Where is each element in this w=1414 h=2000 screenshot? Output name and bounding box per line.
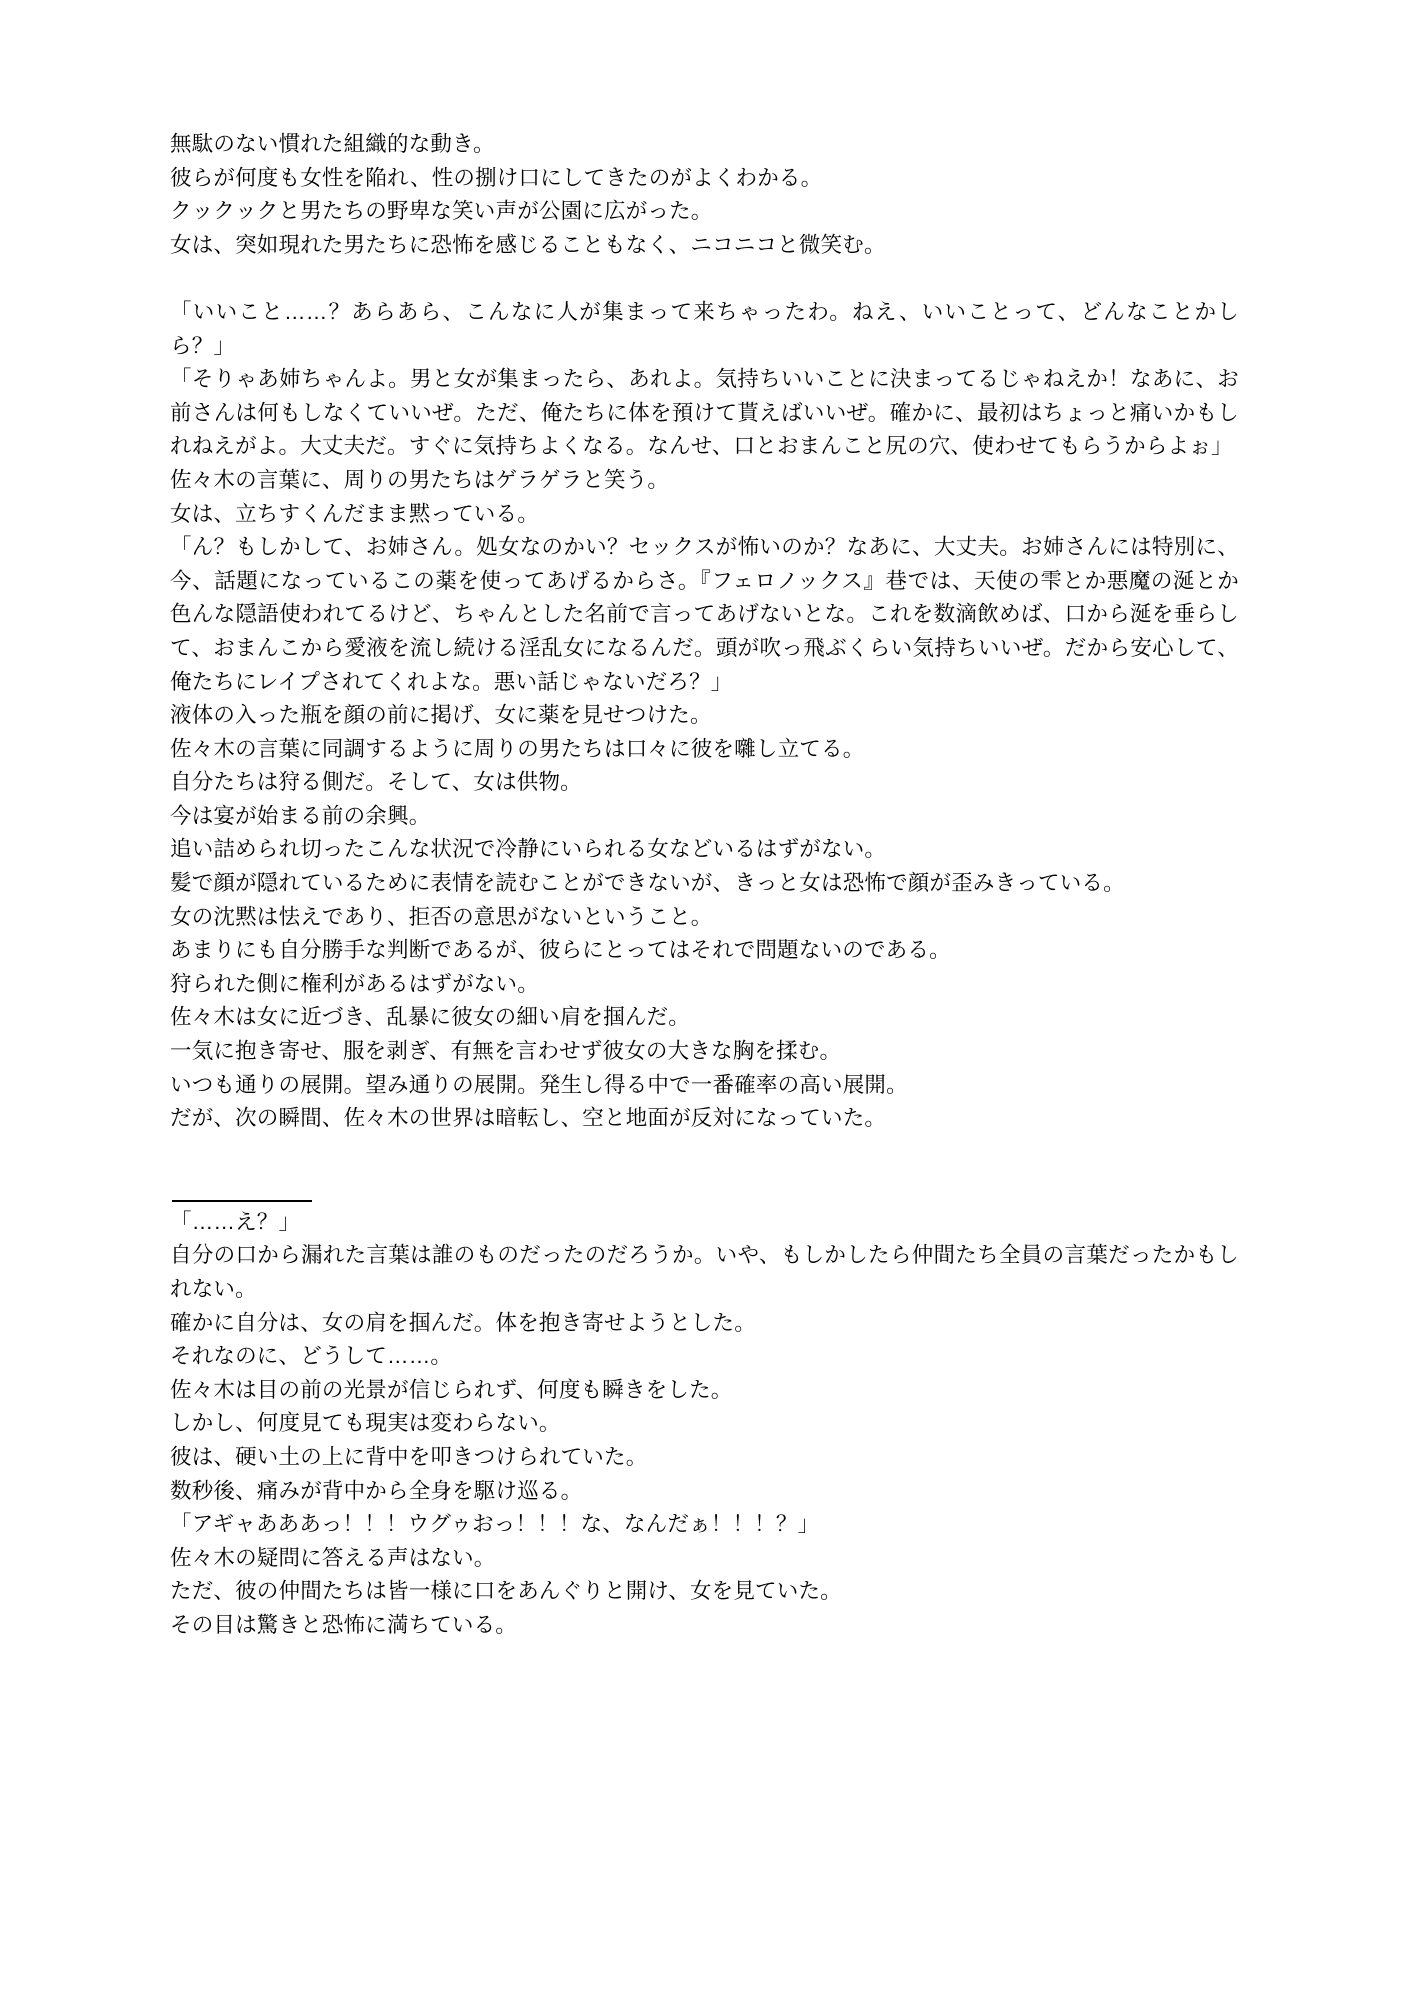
paragraph: 確かに自分は、女の肩を掴んだ。体を抱き寄せようとした。 [170,1310,756,1335]
paragraph: ただ、彼の仲間たちは皆一様に口をあんぐりと開け、女を見ていた。 [170,1579,842,1604]
horizontal-rule-icon [172,1200,312,1202]
paragraph: しかし、何度見ても現実は変わらない。 [170,1411,561,1436]
paragraph: 佐々木は女に近づき、乱暴に彼女の細い肩を掴んだ。 [170,1005,690,1030]
paragraph: 佐々木の言葉に、周りの男たちはゲラゲラと笑う。 [170,467,670,492]
paragraph: 狩られた側に権利があるはずがない。 [170,971,539,996]
paragraph: 女は、立ちすくんだまま黙っている。 [170,501,539,526]
paragraph: 髪で顔が隠れているために表情を読むことができないが、きっと女は恐怖で顔が歪みきっている。 [170,871,1125,896]
paragraph: 液体の入った瓶を顔の前に掲げ、女に薬を見せつけた。 [170,703,712,728]
paragraph: 彼らが何度も女性を陥れ、性の捌け口にしてきたのがよくわかる。 [170,165,823,190]
text-block-two [170,296,1239,1136]
paragraph: クックックと男たちの野卑な笑い声が公園に広がった。 [170,199,713,224]
scene-divider [170,1186,1239,1202]
text-block-one [170,128,1239,262]
paragraph: 自分たちは狩る側だ。そして、女は供物。 [170,770,582,795]
paragraph: 彼は、硬い土の上に背中を叩きつけられていた。 [170,1444,648,1469]
paragraph: その目は驚きと恐怖に満ちている。 [170,1612,517,1637]
paragraph: 自分の口から漏れた言葉は誰のものだったのだろうか。いや、もしかしたら仲間たち全員の言葉だったかもしれない。 [170,1243,1239,1301]
paragraph: 「いいこと……？あらあら、こんなに人が集まって来ちゃったわ。ねえ、いいことって、どんなことかしら？」 [170,299,1239,358]
paragraph: だが、次の瞬間、佐々木の世界は暗転し、空と地面が反対になっていた。 [170,1106,887,1131]
paragraph: 今は宴が始まる前の余興。 [170,803,431,828]
paragraph: 「ん？もしかして、お姉さん。処女なのかい？セックスが怖いのか？なあに、大丈夫。お姉さんには特別に、今、話題になっているこの薬を使ってあげるからさ。『フェロノックス』巷では、天使の雫とか悪魔の涎とか色んな隠語使われてるけど、ちゃんとした名前で言ってあげないとな。これを数滴飲めば、口から涎を垂らして、おまんこから愛液を流し続ける淫乱女になるんだ。頭が吹っ飛ぶくらい気持ちいいぜ。だから安心して、俺たちにレイプされてくれよな。悪い話じゃないだろ？」 [170,535,1239,694]
paragraph: 「アギャあああっ！！！ウグゥおっ！！！な、なんだぁ！！！？」 [170,1512,820,1537]
paragraph: 女の沈黙は怯えであり、拒否の意思がないということ。 [170,904,713,929]
section-spacer [170,1136,1239,1186]
paragraph: 佐々木は目の前の光景が信じられず、何度も瞬きをした。 [170,1377,733,1402]
paragraph: 「そりゃあ姉ちゃんよ。男と女が集まったら、あれよ。気持ちいいことに決まってるじゃねえか！なあに、お前さんは何もしなくていいぜ。ただ、俺たちに体を預けて貰えばいいぜ。確かに、最初はちょっと痛いかもしれねえがよ。大丈夫だ。すぐに気持ちよくなる。なんせ、口とおまんこと尻の穴、使わせてもらうからよぉ」 [170,367,1239,459]
paragraph: 無駄のない慣れた組織的な動き。 [170,132,495,156]
paragraph: 「……え？」 [170,1209,301,1234]
paragraph: 佐々木の言葉に同調するように周りの男たちは口々に彼を囃し立てる。 [170,736,865,761]
paragraph: 数秒後、痛みが背中から全身を駆け巡る。 [170,1478,583,1503]
paragraph: いつも通りの展開。望み通りの展開。発生し得る中で一番確率の高い展開。 [170,1072,908,1097]
paragraph: 一気に抱き寄せ、服を剥ぎ、有無を言わせず彼女の大きな胸を揉む。 [170,1039,842,1064]
paragraph: それなのに、どうして……。 [170,1344,453,1369]
paragraph: 佐々木の疑問に答える声はない。 [170,1545,496,1570]
paragraph: 追い詰められ切ったこんな状況で冷静にいられる女などいるはずがない。 [170,837,887,862]
text-block-three [170,1206,1239,1643]
paragraph-spacer [170,262,1239,296]
paragraph: 女は、突如現れた男たちに恐怖を感じることもなく、ニコニコと微笑む。 [170,232,886,257]
paragraph: あまりにも自分勝手な判断であるが、彼らにとってはそれで問題ないのである。 [170,938,951,963]
